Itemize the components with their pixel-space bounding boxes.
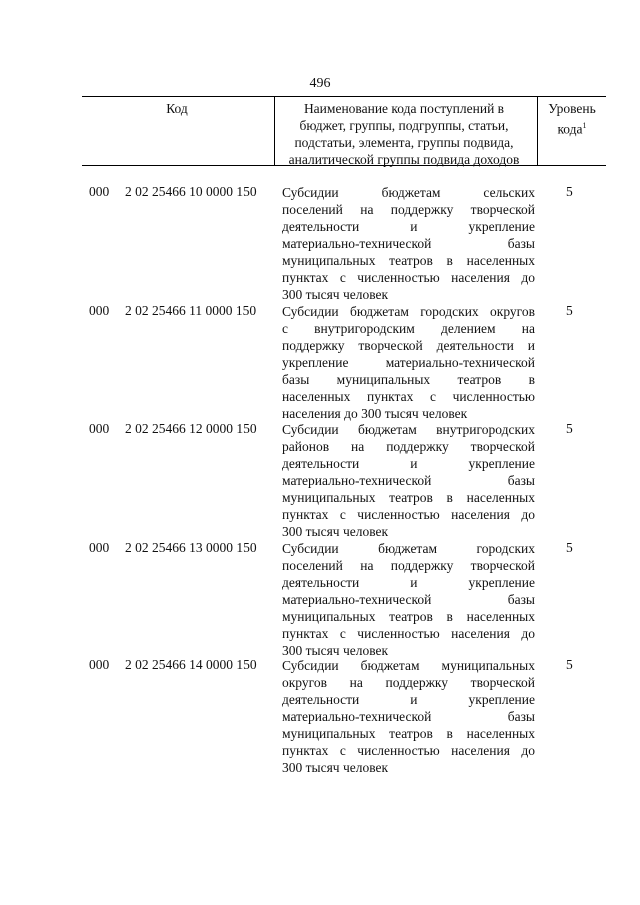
footnote-marker: 1 xyxy=(582,121,587,130)
row-description xyxy=(282,303,535,422)
row-description-line: Субсидии бюджетам городских округов xyxy=(282,304,535,319)
row-description-line: материально-технической базы xyxy=(282,473,535,488)
row-description-line: районов на поддержку творческой xyxy=(282,439,535,454)
header-level-line: Уровень xyxy=(548,101,596,116)
header-name xyxy=(274,100,534,168)
row-description-line: укрепление материально-технической xyxy=(282,355,535,370)
row-description-line: деятельности и укрепление xyxy=(282,219,535,234)
row-description-line: деятельности и укрепление xyxy=(282,692,535,707)
row-description-line: пунктах с численностью населения до xyxy=(282,743,535,758)
header-name-line: аналитической группы подвида доходов xyxy=(288,152,520,167)
row-description-line: Субсидии бюджетам муниципальных xyxy=(282,658,535,673)
row-description-line: муниципальных театров в населенных xyxy=(282,490,535,505)
row-description-line: материально-технической базы xyxy=(282,592,535,607)
page-number: 496 xyxy=(309,76,331,91)
row-description-line: поселений на поддержку творческой xyxy=(282,202,535,217)
header-level-word: кода xyxy=(557,121,583,137)
row-org-code: 000 xyxy=(89,421,110,436)
row-description-line: материально-технической базы xyxy=(282,709,535,724)
row-description-line: населенных пунктах с численностью xyxy=(282,389,535,404)
row-level: 5 xyxy=(566,303,573,318)
row-income-code: 2 02 25466 10 0000 150 xyxy=(125,184,257,199)
row-org-code: 000 xyxy=(89,657,110,672)
row-description-line: поддержку творческой деятельности и xyxy=(282,338,535,353)
row-description-line: базы муниципальных театров в xyxy=(282,372,535,387)
row-description-line: материально-технической базы xyxy=(282,236,535,251)
header-level xyxy=(538,100,606,138)
row-description xyxy=(282,421,535,540)
row-description-line: пунктах с численностью населения до xyxy=(282,270,535,285)
row-description-line: с внутригородским делением на xyxy=(282,321,535,336)
row-description-line: 300 тысяч человек xyxy=(282,643,389,658)
row-description-line: Субсидии бюджетам внутригородских xyxy=(282,422,535,437)
row-description-line: 300 тысяч человек xyxy=(282,287,389,302)
row-income-code: 2 02 25466 11 0000 150 xyxy=(125,303,257,318)
row-description-line: поселений на поддержку творческой xyxy=(282,558,535,573)
row-description-line: муниципальных театров в населенных xyxy=(282,726,535,741)
header-level-line xyxy=(538,117,606,138)
row-description xyxy=(282,657,535,776)
row-org-code: 000 xyxy=(89,303,110,318)
row-income-code: 2 02 25466 12 0000 150 xyxy=(125,421,257,436)
row-description-line: муниципальных театров в населенных xyxy=(282,609,535,624)
row-description-line: муниципальных театров в населенных xyxy=(282,253,535,268)
row-description-line: населения до 300 тысяч человек xyxy=(282,406,468,421)
row-description-line: округов на поддержку творческой xyxy=(282,675,535,690)
table-header xyxy=(82,96,606,166)
header-name-line: подстатьи, элемента, группы подвида, xyxy=(294,135,514,150)
row-description-line: Субсидии бюджетам городских xyxy=(282,541,535,556)
row-level: 5 xyxy=(566,540,573,555)
row-org-code: 000 xyxy=(89,540,110,555)
row-description xyxy=(282,540,535,659)
row-level: 5 xyxy=(566,657,573,672)
header-code: Код xyxy=(166,101,188,116)
row-description xyxy=(282,184,535,303)
row-description-line: Субсидии бюджетам сельских xyxy=(282,185,535,200)
row-description-line: пунктах с численностью населения до xyxy=(282,626,535,641)
row-income-code: 2 02 25466 13 0000 150 xyxy=(125,540,257,555)
row-description-line: пунктах с численностью населения до xyxy=(282,507,535,522)
row-description-line: 300 тысяч человек xyxy=(282,524,389,539)
row-level: 5 xyxy=(566,184,573,199)
row-org-code: 000 xyxy=(89,184,110,199)
row-description-line: деятельности и укрепление xyxy=(282,456,535,471)
header-name-line: бюджет, группы, подгруппы, статьи, xyxy=(299,118,509,133)
row-level: 5 xyxy=(566,421,573,436)
row-description-line: деятельности и укрепление xyxy=(282,575,535,590)
row-income-code: 2 02 25466 14 0000 150 xyxy=(125,657,257,672)
header-name-line: Наименование кода поступлений в xyxy=(303,101,505,116)
row-description-line: 300 тысяч человек xyxy=(282,760,389,775)
